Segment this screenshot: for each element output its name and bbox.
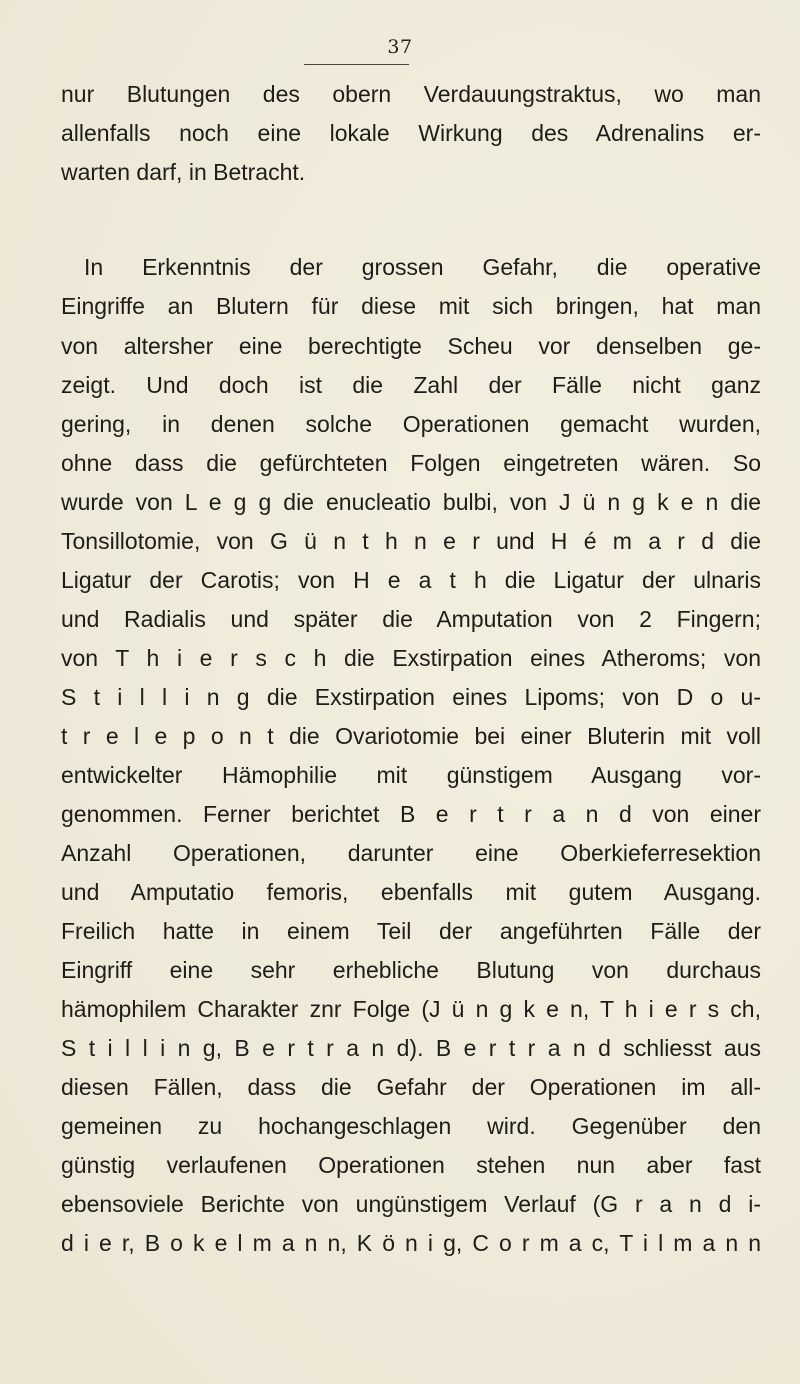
text-line: gering, in denen solche Operationen gemacht wurden, <box>61 411 761 437</box>
text-line: Anzahl Operationen, darunter eine Oberkieferresektion <box>61 840 761 866</box>
text-line: günstig verlaufenen Operationen stehen nun aber fast <box>61 1152 761 1178</box>
text-line: d i e r, B o k e l m a n n, K ö n i g, C o r m a c, T i l m a n n <box>61 1230 761 1256</box>
text-line: hämophilem Charakter znr Folge (J ü n g k e n, T h i e r s ch, <box>61 996 761 1022</box>
text-line: entwickelter Hämophilie mit günstigem Ausgang vor- <box>61 762 761 788</box>
text-line: und Radialis und später die Amputation von 2 Fingern; <box>61 606 761 632</box>
text-line: t r e l e p o n t die Ovariotomie bei einer Bluterin mit voll <box>61 723 761 749</box>
text-line: Eingriff eine sehr erhebliche Blutung von durchaus <box>61 957 761 983</box>
text-line: genommen. Ferner berichtet B e r t r a n d von einer <box>61 801 761 827</box>
page-number: 37 <box>387 36 413 58</box>
text-line: S t i l l i n g die Exstirpation eines Lipoms; von D o u- <box>61 684 761 710</box>
text-line: diesen Fällen, dass die Gefahr der Operationen im all- <box>61 1074 761 1100</box>
text-line: zeigt. Und doch ist die Zahl der Fälle nicht ganz <box>61 372 761 398</box>
text-line: In Erkenntnis der grossen Gefahr, die operative <box>84 254 761 280</box>
text-line: Eingriffe an Blutern für diese mit sich bringen, hat man <box>61 293 761 319</box>
text-line: von T h i e r s c h die Exstirpation eines Atheroms; von <box>61 645 761 671</box>
text-line: nur Blutungen des obern Verdauungstraktus, wo man <box>61 81 761 107</box>
text-line: ohne dass die gefürchteten Folgen eingetreten wären. So <box>61 450 761 476</box>
text-line: ebensoviele Berichte von ungünstigem Verlauf (G r a n d i- <box>61 1191 761 1217</box>
text-line: warten darf, in Betracht. <box>61 159 306 185</box>
text-line: gemeinen zu hochangeschlagen wird. Gegenüber den <box>61 1113 761 1139</box>
text-line: und Amputatio femoris, ebenfalls mit gutem Ausgang. <box>61 879 761 905</box>
text-line: von altersher eine berechtigte Scheu vor denselben ge- <box>61 333 761 359</box>
text-line: S t i l l i n g, B e r t r a n d). B e r t r a n d schliesst aus <box>61 1035 761 1061</box>
text-line: Ligatur der Carotis; von H e a t h die Ligatur der ulnaris <box>61 567 761 593</box>
text-line: wurde von L e g g die enucleatio bulbi, von J ü n g k e n die <box>61 489 761 515</box>
text-line: Freilich hatte in einem Teil der angeführten Fälle der <box>61 918 761 944</box>
page-number-rule <box>304 64 409 65</box>
text-line: allenfalls noch eine lokale Wirkung des Adrenalins er- <box>61 120 761 146</box>
text-line: Tonsillotomie, von G ü n t h n e r und H é m a r d die <box>61 528 761 554</box>
